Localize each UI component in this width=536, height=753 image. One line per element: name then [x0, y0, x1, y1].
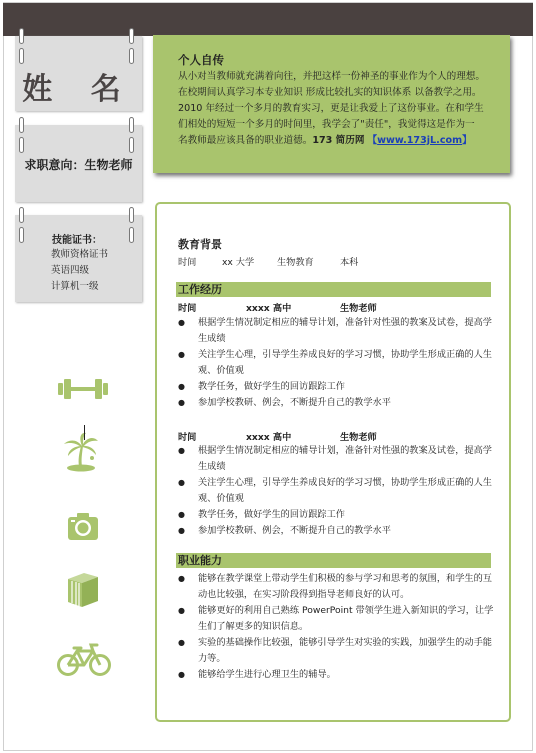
job-intent-card: [15, 125, 142, 202]
work-company: xxxx 高中: [246, 303, 292, 314]
website-link[interactable]: www.173jL.com: [377, 135, 463, 146]
intro-line: 2010 年经过一个多月的教育实习，更是让我爱上了这份事业。在和学生: [178, 103, 484, 114]
intro-body: [178, 69, 503, 149]
work-time: 时间: [178, 303, 197, 314]
skills-bullet-list: [178, 571, 496, 683]
list-item: ● 能够给学生进行心理卫生的辅导。: [178, 667, 496, 683]
binder-ring-icon: [129, 28, 139, 44]
binder-ring-icon: [129, 207, 139, 223]
skills-title: 职业能力: [178, 554, 222, 567]
intro-line: 在校期间认真学习本专业知识 形成比较扎实的知识体系 以备教学之用。: [178, 87, 482, 98]
list-item: ● 能够更好的利用自己熟练 PowerPoint 带领学生进入新知识的学习，让学生们了解更多的知识信息。: [178, 603, 496, 635]
text-cursor: [84, 425, 85, 440]
skills-section-bar: [176, 553, 491, 568]
binder-ring-icon: [129, 117, 139, 133]
top-bar: [3, 3, 533, 36]
list-item: ● 根据学生情况制定相应的辅导计划，准备针对性强的教案及试卷，提高学生成绩: [178, 315, 496, 347]
education-major: 生物教育: [277, 257, 314, 268]
list-item: ● 教学任务，做好学生的回访跟踪工作: [178, 379, 496, 395]
binder-ring-icon: [19, 207, 29, 223]
list-item: ● 关注学生心理，引导学生养成良好的学习习惯，协助学生形成正确的人生观、价值观: [178, 475, 496, 507]
palm-island-icon: [62, 432, 100, 472]
intro-line: 们相处的短短一个多月的时间里，我学会了"责任"，我觉得这是作为一: [178, 119, 475, 130]
certificate-item: 教师资格证书: [51, 249, 109, 260]
intro-line: 从小对当教师就充满着向往，并把这样一份神圣的事业作为个人的理想。: [178, 71, 485, 82]
certificate-card: [15, 215, 142, 302]
name-card: [15, 36, 142, 111]
bicycle-icon: [57, 643, 111, 677]
self-intro-box: [153, 35, 510, 173]
bracket-open: 【: [367, 135, 378, 146]
work-bullet-list: [178, 315, 496, 411]
list-item: ● 能够在教学课堂上带动学生们积极的参与学习和思考的氛围，和学生的互动也比较强，在实习阶段得到指导老师良好的认可。: [178, 571, 496, 603]
intro-line: [178, 133, 503, 149]
work-company: xxxx 高中: [246, 432, 292, 443]
binder-ring-icon: [19, 117, 29, 133]
education-time: 时间: [178, 257, 197, 268]
binder-ring-icon: [19, 28, 29, 44]
certificate-title: 技能证书：: [52, 235, 102, 246]
dumbbell-icon: [57, 378, 109, 400]
intro-title: 个人自传: [178, 53, 224, 67]
work-role: 生物老师: [340, 303, 377, 314]
brand-name: 173 简历网: [312, 135, 365, 146]
books-icon: [66, 571, 100, 609]
education-degree: 本科: [340, 257, 359, 268]
work-role: 生物老师: [340, 432, 377, 443]
list-item: ● 教学任务，做好学生的回访跟踪工作: [178, 507, 496, 523]
work-time: 时间: [178, 432, 197, 443]
certificate-item: 计算机一级: [51, 281, 99, 292]
camera-icon: [67, 511, 99, 541]
certificate-item: 英语四级: [51, 265, 90, 276]
work-bullet-list: [178, 443, 496, 539]
intro-line-text: 名教师最应该具备的职业道德。: [178, 135, 313, 146]
education-title: 教育背景: [178, 238, 222, 251]
job-intent: 求职意向：生物老师: [24, 158, 133, 172]
candidate-name: 姓 名: [22, 72, 135, 107]
list-item: ● 实验的基础操作比较强，能够引导学生对实验的实践，加强学生的动手能力等。: [178, 635, 496, 667]
education-school: xx 大学: [222, 257, 255, 268]
list-item: ● 参加学校教研、例会，不断提升自己的教学水平: [178, 523, 496, 539]
bracket-close: 】: [462, 135, 472, 146]
work-title: 工作经历: [178, 283, 222, 296]
list-item: ● 参加学校教研、例会，不断提升自己的教学水平: [178, 395, 496, 411]
work-section-bar: [176, 282, 491, 297]
list-item: ● 根据学生情况制定相应的辅导计划，准备针对性强的教案及试卷，提高学生成绩: [178, 443, 496, 475]
list-item: ● 关注学生心理，引导学生养成良好的学习习惯，协助学生形成正确的人生观、价值观: [178, 347, 496, 379]
